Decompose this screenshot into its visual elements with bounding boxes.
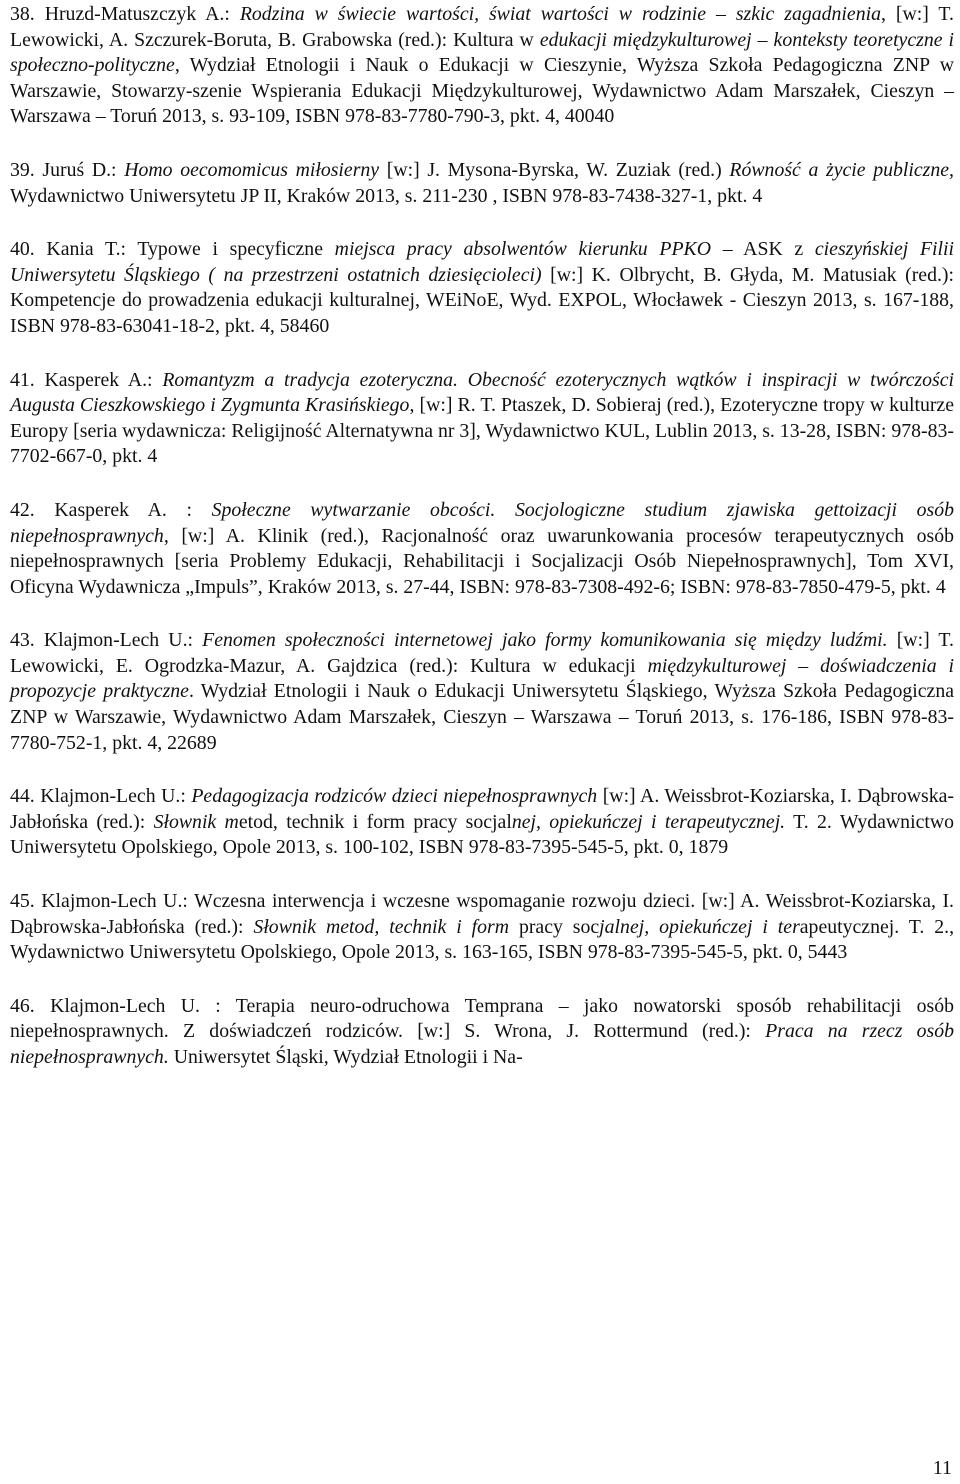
entry-title-italic: Fenomen społeczności internetowej jako formy komunikowania się między ludźmi. bbox=[202, 629, 888, 652]
entry-text: Klajmon-Lech U. : Terapia neuro-odruchowa Temprana – jako nowatorski sposób rehabilitacji osób niepełnosprawnych. Z doświadczeń rodziców. [w:] S. Wrona, J. Rottermund (red.): bbox=[10, 994, 954, 1043]
entry-number: 42. bbox=[10, 498, 35, 521]
entry-number: 43. bbox=[10, 629, 35, 652]
entry-text: Klajmon-Lech U.: bbox=[34, 785, 192, 808]
entry-title-italic: Równość a życie publiczne, bbox=[729, 158, 954, 181]
bibliography-entry-45 bbox=[10, 889, 954, 966]
entry-text: Uniwersytet Śląski, Wydział Etnologii i Na- bbox=[168, 1046, 523, 1068]
bibliography-entry-38 bbox=[10, 2, 954, 130]
entry-title-italic: Pedagogizacja rodziców dzieci niepełnosprawnych bbox=[191, 785, 598, 808]
bibliography-entry-39 bbox=[10, 158, 954, 209]
entry-title-italic: Romantyzm a tradycja ezoteryczna. Obecność ezoterycznych wątków i inspiracji w twórczości Augusta Cieszkowskiego i Zygmunta Krasińskiego bbox=[10, 368, 954, 417]
entry-text: , [w:] A. Klinik (red.), Racjonalność oraz uwarunkowania procesów terapeutycznych osób niepełnosprawnych [seria Problemy Edukacji, Rehabilitacji i Socjalizacji Osób Niepełnosprawnych], Tom XVI, Oficyna Wydawnicza „Impuls”, Kraków 2013, s. 27-44, ISBN: 978-83-7308-492-6; ISBN: 978-83-7850-479-5, pkt. 4 bbox=[10, 524, 954, 598]
entry-text: Klajmon-Lech U.: bbox=[34, 629, 203, 652]
entry-number: 39. bbox=[10, 158, 35, 181]
entry-text: Juruś D.: bbox=[34, 158, 125, 181]
entry-text: pracy soc bbox=[509, 915, 600, 938]
entry-text: Hruzd-Matuszczyk A.: bbox=[34, 3, 240, 25]
entry-text: , [w:] T. Lewowicki, A. Szczurek-Boruta, B. Grabowska (red.): Kultura w bbox=[10, 3, 954, 51]
entry-text: etod, technik i form pracy socjal bbox=[238, 810, 512, 833]
entry-number: 40. bbox=[10, 238, 35, 261]
bibliography-list bbox=[10, 0, 954, 1099]
entry-text: , [w:] R. T. Ptaszek, D. Sobieraj (red.), Ezoteryczne tropy w kulturze Europy [seria wydawnicza: Religijność Alternatywna nr 3], Wydawnictwo KUL, Lublin 2013, s. 13-28, ISBN: 978-83-7702-667-0, pkt. 4 bbox=[10, 394, 954, 468]
entry-text: , Wydział Etnologii i Nauk o Edukacji w Cieszynie, Wyższa Szkoła Pedagogiczna ZNP w Warszawie, Stowarzy-szenie Wspierania Edukacji Międzykulturowej, Wydawnictwo Adam Marszałek, Cieszyn – Warszawa – Toruń 2013, s. 93-109, ISBN 978-83-7780-790-3, pkt. 4, 40040 bbox=[10, 54, 954, 128]
entry-title-italic: międzykulturowej – doświadczenia i propozycje praktyczne bbox=[10, 654, 955, 703]
entry-title-italic: Społeczne wytwarzanie obcości. Socjologiczne studium zjawiska gettoizacji osób niepełnosprawnych bbox=[10, 498, 955, 547]
entry-text: Kania T.: Typowe i specyficzne bbox=[34, 238, 335, 261]
entry-text: T. 2. Wydawnictwo Uniwersytetu Opolskiego, Opole 2013, s. 100-102, ISBN 978-83-7395-545-5, pkt. 0, 1879 bbox=[10, 810, 955, 859]
entry-title-italic: nej, opiekuńczej i terapeutycznej. bbox=[511, 810, 786, 833]
entry-number: 41. bbox=[10, 368, 35, 391]
entry-number: 44. bbox=[10, 785, 35, 808]
entry-title-italic: cieszyńskiej Filii Uniwersytetu Śląskiego ( na przestrzeni ostatnich dziesięcioleci) bbox=[10, 238, 955, 286]
entry-text: – ASK z bbox=[711, 238, 815, 261]
entry-title-italic: Rodzina w świecie wartości, świat wartości w rodzinie – szkic zagadnienia bbox=[239, 3, 881, 25]
entry-number: 45. bbox=[10, 890, 35, 913]
bibliography-entry-46 bbox=[10, 994, 954, 1071]
entry-title-italic: jalnej, opiekuńczej i ter bbox=[599, 915, 800, 938]
entry-title-italic: Homo oecomomicus miłosierny bbox=[124, 158, 380, 181]
bibliography-entry-43 bbox=[10, 628, 954, 756]
bibliography-entry-42 bbox=[10, 498, 954, 600]
entry-text: . Wydział Etnologii i Nauk o Edukacji Uniwersytetu Śląskiego, Wyższa Szkoła Pedagogiczna ZNP w Warszawie, Wydawnictwo Adam Marszałek, Cieszyn – Warszawa – Toruń 2013, s. 176-186, ISBN 978-83-7780-752-1, pkt. 4, 22689 bbox=[10, 680, 954, 754]
entry-title-italic: Słownik m bbox=[153, 810, 239, 833]
entry-title-italic: Słownik metod, technik i form bbox=[253, 915, 510, 938]
entry-text: [w:] K. Olbrycht, B. Głyda, M. Matusiak (red.): Kompetencje do prowadzenia edukacji kulturalnej, WEiNoE, Wyd. EXPOL, Włocławek - Cieszyn 2013, s. 167-188, ISBN 978-83-63041-18-2, pkt. 4, 58460 bbox=[10, 263, 954, 337]
page-number: 11 bbox=[932, 1457, 952, 1479]
entry-text: [w:] T. Lewowicki, E. Ogrodzka-Mazur, A. Gajdzica (red.): Kultura w edukacji bbox=[10, 629, 954, 677]
entry-text: [w:] A. Weissbrot-Koziarska, I. Dąbrowska-Jabłońska (red.): bbox=[10, 785, 954, 833]
bibliography-entry-40 bbox=[10, 237, 954, 339]
entry-title-italic: Praca na rzecz osób niepełnosprawnych. bbox=[10, 1020, 955, 1068]
entry-text: Kasperek A. : bbox=[34, 498, 212, 521]
entry-text: Kasperek A.: bbox=[34, 368, 163, 391]
entry-text: Klajmon-Lech U.: Wczesna interwencja i wczesne wspomaganie rozwoju dzieci. [w:] A. Weissbrot-Koziarska, I. Dąbrowska-Jabłońska (red.): bbox=[10, 890, 954, 938]
entry-text: Wydawnictwo Uniwersytetu JP II, Kraków 2013, s. 211-230 , ISBN 978-83-7438-327-1, pkt. 4 bbox=[10, 184, 763, 207]
entry-title-italic: miejsca pracy absolwentów kierunku PPKO bbox=[334, 238, 712, 261]
entry-text: [w:] J. Mysona-Byrska, W. Zuziak (red.) bbox=[379, 158, 730, 181]
bibliography-entry-41 bbox=[10, 368, 954, 470]
entry-title-italic: edukacji międzykulturowej – konteksty teoretyczne i społeczno-polityczne bbox=[10, 28, 954, 77]
entry-number: 38. bbox=[10, 3, 35, 25]
entry-text: apeutycznej. T. 2., Wydawnictwo Uniwersytetu Opolskiego, Opole 2013, s. 163-165, ISBN 978-83-7395-545-5, pkt. 0, 5443 bbox=[10, 915, 955, 964]
bibliography-entry-44 bbox=[10, 784, 954, 861]
entry-number: 46. bbox=[10, 994, 35, 1017]
